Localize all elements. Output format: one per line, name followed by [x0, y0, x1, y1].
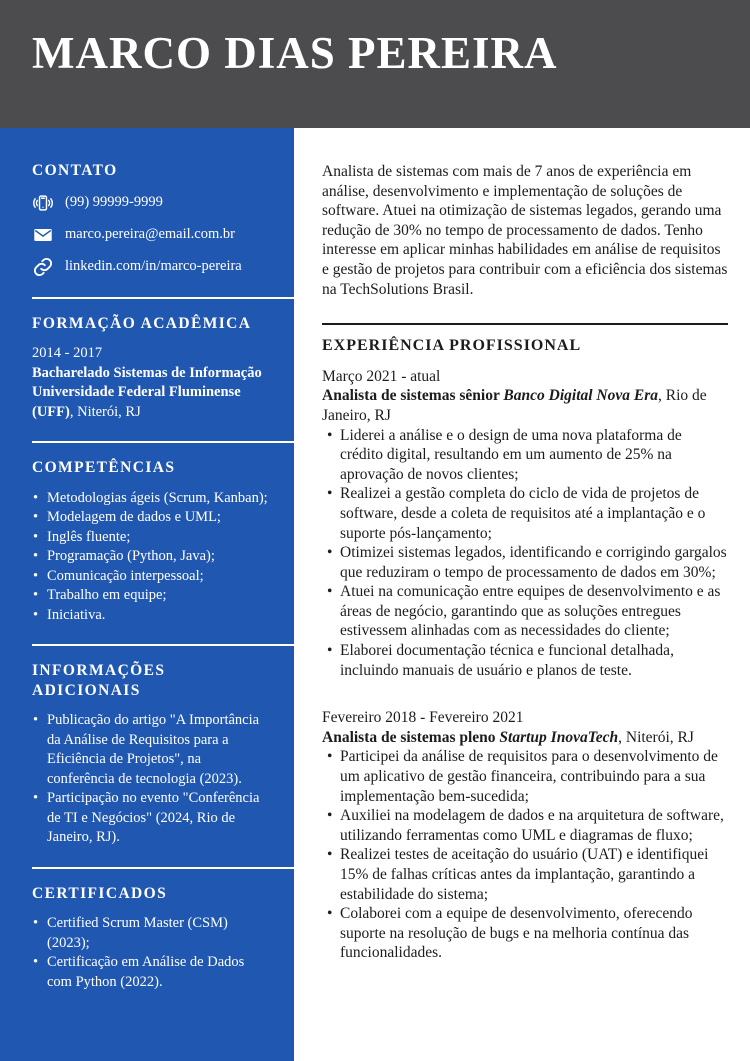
phone-icon: [32, 192, 56, 214]
main-column: [294, 128, 750, 1061]
skills-list: [32, 489, 268, 626]
list-item: • Auxiliei na modelagem de dados e na arquitetura de software, utilizando ferramentas como UML e diagramas de fluxo;: [322, 806, 728, 845]
contato-heading: CONTATO: [32, 162, 118, 179]
linkedin-value: linkedin.com/in/marco-pereira: [65, 257, 242, 274]
list-item: • Comunicação interpessoal;: [32, 567, 268, 587]
list-item: • Trabalho em equipe;: [32, 586, 268, 606]
job-entry: [322, 367, 728, 681]
sidebar-section-competencias: [32, 458, 268, 625]
list-item: • Atuei na comunicação entre equipes de desenvolvimento e as áreas de negócio, garantindo que as soluções entregues estivessem alinhadas com as necessidades do cliente;: [322, 582, 728, 641]
contact-row-phone: [32, 192, 268, 214]
sidebar: [0, 128, 294, 1061]
sidebar-section-formacao: [32, 314, 268, 423]
sidebar-divider: [32, 644, 294, 646]
sidebar-section-informacoes-adicionais: [32, 661, 268, 848]
phone-value: (99) 99999-9999: [65, 193, 163, 210]
job-location: , Niterói, RJ: [618, 728, 694, 746]
certificados-heading: CERTIFICADOS: [32, 884, 168, 902]
formacao-heading: FORMAÇÃO ACADÊMICA: [32, 314, 252, 332]
competencias-heading: COMPETÊNCIAS: [32, 459, 176, 476]
job-company: Startup InovaTech: [499, 728, 619, 746]
informacoes-heading: INFORMAÇÕES ADICIONAIS: [32, 662, 166, 699]
job-bullet-list: [322, 747, 728, 963]
job-period: Março 2021 - atual: [322, 367, 441, 385]
list-item: • Realizei testes de aceitação do usuário (UAT) e identifiquei 15% de falhas críticas antes da implantação, garantindo a estabilidade do sistema;: [322, 845, 728, 904]
education-degree: Bacharelado Sistemas de Informação: [32, 364, 262, 381]
list-item: • Publicação do artigo "A Importância da Análise de Requisitos para a Eficiência de Projetos", na conferência de tecnologia (2023).: [32, 711, 268, 789]
institution-name: Universidade Federal Fluminense (UFF): [32, 384, 241, 420]
experience-divider: [322, 323, 728, 325]
sidebar-divider: [32, 867, 294, 869]
list-item: • Inglês fluente;: [32, 528, 268, 548]
list-item: • Metodologias ágeis (Scrum, Kanban);: [32, 489, 268, 509]
list-item: • Participei da análise de requisitos para o desenvolvimento de um aplicativo de gestão financeira, contribuindo para a sua implementação bem-sucedida;: [322, 747, 728, 806]
sidebar-divider: [32, 297, 294, 299]
job-title-line: [322, 728, 728, 748]
job-company: Banco Digital Nova Era: [503, 387, 658, 405]
contact-row-email: [32, 224, 268, 246]
list-item: • Iniciativa.: [32, 606, 268, 626]
institution-location: , Niterói, RJ: [69, 403, 141, 420]
link-icon: [32, 256, 56, 278]
email-value: marco.pereira@email.com.br: [65, 225, 235, 242]
education-institution: [32, 383, 268, 422]
list-item: • Elaborei documentação técnica e funcional detalhada, incluindo manuais de usuário e planos de teste.: [322, 641, 728, 680]
list-item: • Programação (Python, Java);: [32, 547, 268, 567]
contact-row-linkedin: [32, 256, 268, 278]
list-item: • Certificação em Análise de Dados com Python (2022).: [32, 953, 268, 992]
education-period: 2014 - 2017: [32, 345, 103, 361]
job-role: Analista de sistemas pleno: [322, 728, 496, 746]
list-item: • Liderei a análise e o design de uma nova plataforma de crédito digital, resultando em um aumento de 25% na aprovação de novos clientes;: [322, 426, 728, 485]
list-item: • Certified Scrum Master (CSM) (2023);: [32, 914, 268, 953]
sidebar-divider: [32, 441, 294, 443]
list-item: • Modelagem de dados e UML;: [32, 508, 268, 528]
job-bullet-list: [322, 426, 728, 681]
job-location: , Rio de Janeiro, RJ: [322, 387, 707, 424]
person-name: MARCO DIAS PEREIRA: [32, 27, 558, 78]
envelope-icon: [32, 224, 56, 246]
certificates-list: [32, 914, 268, 992]
additional-info-list: [32, 711, 268, 848]
professional-summary: Analista de sistemas com mais de 7 anos de experiência em análise, desenvolvimento e implementação de soluções de software. Atuei na otimização de sistemas legados, gerando uma redução de 30% no tempo de processamento de dados. Tenho interesse em aplicar minhas habilidades em análise de requisitos e gestão de projetos para contribuir com a eficiência dos sistemas na TechSolutions Brasil.: [322, 163, 728, 298]
list-item: • Realizei a gestão completa do ciclo de vida de projetos de software, desde a coleta de requisitos até a implantação e o suporte pós-lançamento;: [322, 484, 728, 543]
list-item: • Colaborei com a equipe de desenvolvimento, oferecendo suporte na resolução de bugs e na melhoria contínua das funcionalidades.: [322, 904, 728, 963]
experience-heading: EXPERIÊNCIA PROFISSIONAL: [322, 337, 582, 355]
job-role: Analista de sistemas sênior: [322, 387, 500, 405]
header-band: [0, 0, 750, 128]
job-entry: [322, 708, 728, 963]
list-item: • Otimizei sistemas legados, identificando e corrigindo gargalos que reduziram o tempo de processamento de dados em 30%;: [322, 543, 728, 582]
list-item: • Participação no evento "Conferência de TI e Negócios" (2024, Rio de Janeiro, RJ).: [32, 789, 268, 848]
job-title-line: [322, 386, 728, 425]
sidebar-section-contato: [32, 161, 268, 278]
job-period: Fevereiro 2018 - Fevereiro 2021: [322, 709, 524, 727]
sidebar-section-certificados: [32, 884, 268, 993]
